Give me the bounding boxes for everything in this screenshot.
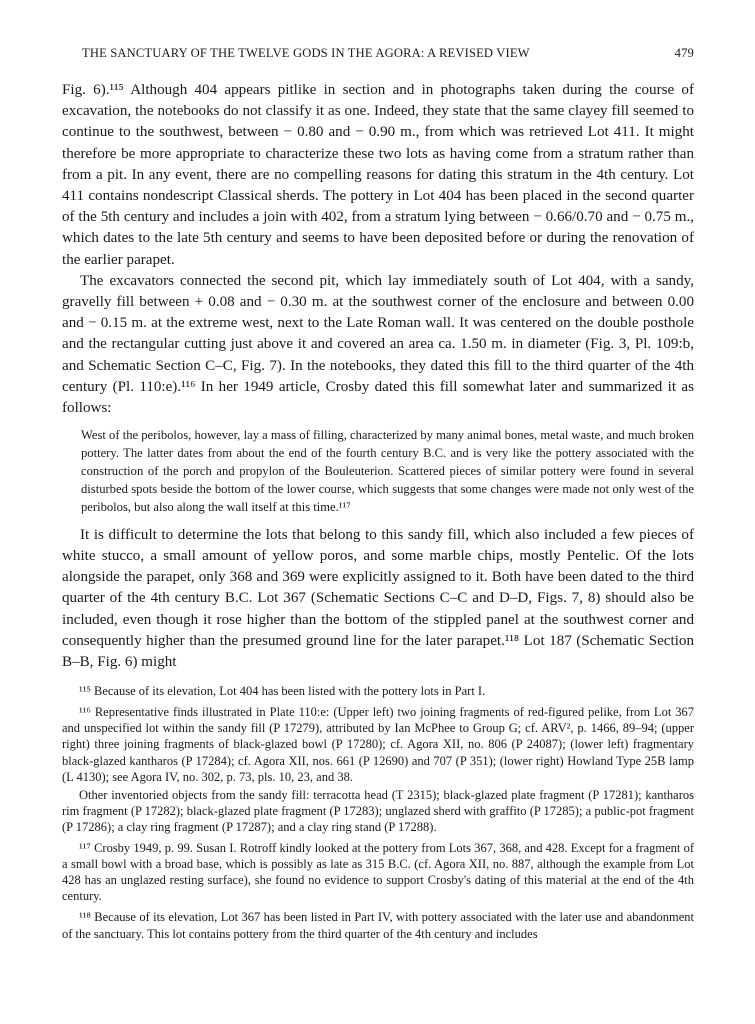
running-head-title: THE SANCTUARY OF THE TWELVE GODS IN THE AGORA: A REVISED VIEW [82,46,530,60]
footnote-117: ¹¹⁷ Crosby 1949, p. 99. Susan I. Rotroff kindly looked at the pottery from Lots 367, 368, and 428. Except for a fragment of a small bowl with a broad base, which is possibly as late as 315 B.C. (cf. Agora XII, no. 887, although the example from Lot 428 has an unglazed resting surface), she found no evidence to support Crosby's dating of this material at the end of the 4th century. [62,841,694,904]
body-text [62,80,694,419]
footnote-118: ¹¹⁸ Because of its elevation, Lot 367 has been listed in Part IV, with pottery associated with the later use and abandonment of the sanctuary. This lot contains pottery from the third quarter of the 4th century and includes [62,910,694,941]
running-head [62,46,694,62]
page [62,46,694,947]
page-number: 479 [674,46,694,60]
footnotes [62,683,694,941]
footnote-116-continued: Other inventoried objects from the sandy fill: terracotta head (T 2315); black-glazed plate fragment (P 17281); kantharos rim fragment (P 17282); black-glazed plate fragment (P 17283); unglazed sherd with graffito (P 17285); a public-pot fragment (P 17286); a clay ring fragment (P 17287); and a clay ring stand (P 17288). [62,787,694,834]
paragraph-2: The excavators connected the second pit, which lay immediately south of Lot 404, with a sandy, gravelly fill between + 0.08 and − 0.30 m. at the southwest corner of the enclosure and between 0.00 and − 0.15 m. at the extreme west, next to the Late Roman wall. It was centered on the double posthole and the rectangular cutting just above it and covered an area ca. 1.50 m. in diameter (Fig. 3, Pl. 109:b, and Schematic Section C–C, Fig. 7). In the notebooks, they dated this fill to the third quarter of the 4th century (Pl. 110:e).¹¹⁶ In her 1949 article, Crosby dated this fill somewhat later and summarized it as follows: [62,272,694,417]
block-quote: West of the peribolos, however, lay a mass of filling, characterized by many animal bones, metal waste, and much broken pottery. The latter dates from about the end of the fourth century B.C. and is very like the pottery associated with the construction of the porch and propylon of the Bouleuterion. Scattered pieces of similar pottery were found in several disturbed spots beside the bottom of the lower course, which suggests that some changes were made not only west of the peribolos, but also along the wall itself at this time.¹¹⁷ [81,428,694,514]
footnote-115: ¹¹⁵ Because of its elevation, Lot 404 has been listed with the pottery lots in Part I. [79,684,486,699]
footnote-116: ¹¹⁶ Representative finds illustrated in Plate 110:e: (Upper left) two joining fragments of red-figured pelike, from Lot 367 and unspecified lot within the sandy fill (P 17279), attributed by Ian McPhee to Group G; cf. ARV², p. 1466, 89–94; (upper right) three joining fragments of black-glazed bowl (P 17280); cf. Agora XII, no. 806 (P 24087); (lower left) fragmentary black-glazed kantharos (P 17284); cf. Agora XII, nos. 661 (P 12690) and 707 (P 351); (lower right) Howland Type 25B lamp (L 4130); see Agora IV, no. 302, p. 73, pls. 10, 23, and 38. [62,705,694,784]
paragraph-3: It is difficult to determine the lots that belong to this sandy fill, which also included a few pieces of white stucco, a small amount of yellow poros, and some marble chips, mostly Pentelic. Of the lots alongside the parapet, only 368 and 369 were explicitly assigned to it. Both have been dated to the third quarter of the 4th century B.C. Lot 367 (Schematic Sections C–C and D–D, Figs. 7, 8) should also be included, even though it rose higher than the bottom of the stippled panel at the southwest corner and consequently higher than the presumed ground line for the later parapet.¹¹⁸ Lot 187 (Schematic Section B–B, Fig. 6) might [62,526,694,670]
body-text-continued [62,525,694,673]
paragraph-1: Fig. 6).¹¹⁵ Although 404 appears pitlike in section and in photographs taken during the course of excavation, the notebooks do not classify it as one. Indeed, they state that the same clayey fill seemed to continue to the southwest, between − 0.80 and − 0.90 m., from which was retrieved Lot 411. It might therefore be more appropriate to characterize these two lots as having come from a stratum rather than from a pit. In any event, there are no compelling reasons for dating this stratum in the 4th century. Lot 411 contains nondescript Classical sherds. The pottery in Lot 404 has been placed in the second quarter of the 5th century and includes a join with 402, from a stratum lying between − 0.66/0.70 and − 0.75 m., which dates to the late 5th century and seems to have been deposited before or during the renovation of the earlier parapet. [62,82,694,268]
